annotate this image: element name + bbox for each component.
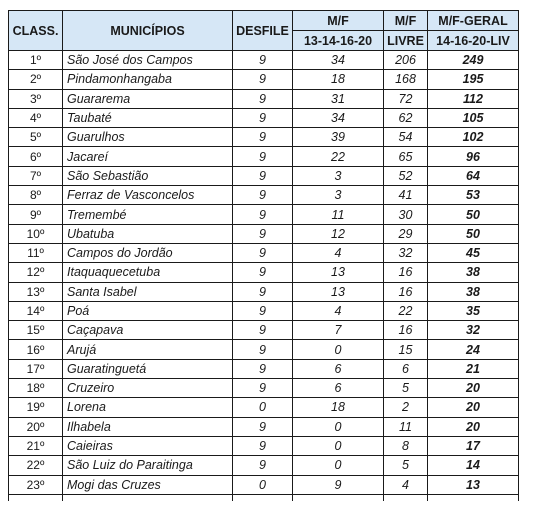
cell-mf: 0 [293, 436, 384, 455]
cell-total: 20 [428, 398, 519, 417]
cell-position: 2º [9, 70, 63, 89]
header-mf-ages: 13-14-16-20 [293, 31, 384, 51]
table-row [9, 89, 519, 108]
cell-total: 50 [428, 224, 519, 243]
cell-position: 4º [9, 108, 63, 127]
cell-mf: 3 [293, 186, 384, 205]
cell-livre: 4 [384, 475, 428, 494]
cell-livre: 65 [384, 147, 428, 166]
header-mf: M/F [293, 11, 384, 31]
cell-livre: 22 [384, 301, 428, 320]
cell-desfile: 9 [233, 51, 293, 70]
cell-desfile: 9 [233, 456, 293, 475]
cell-position: 11º [9, 243, 63, 262]
table-row [9, 436, 519, 455]
cell-total: 13 [428, 475, 519, 494]
table-row [9, 166, 519, 185]
cell-municipio: Caçapava [63, 321, 233, 340]
cell-municipio: Arujá [63, 340, 233, 359]
cell-mf: 6 [293, 359, 384, 378]
cell-municipio: Guararema [63, 89, 233, 108]
cell-mf: 0 [293, 340, 384, 359]
cell-mf: 13 [293, 282, 384, 301]
cell-position: 16º [9, 340, 63, 359]
cell-desfile: 9 [233, 89, 293, 108]
cell-desfile: 9 [233, 417, 293, 436]
table-row [9, 224, 519, 243]
cell-livre: 11 [384, 417, 428, 436]
cell-position: 7º [9, 166, 63, 185]
cell-position: 3º [9, 89, 63, 108]
cell-total: 32 [428, 321, 519, 340]
table-row [9, 147, 519, 166]
cell-position: 18º [9, 379, 63, 398]
table-row [9, 108, 519, 127]
cell-position: 22º [9, 456, 63, 475]
cell-total: 50 [428, 205, 519, 224]
cell-livre: 168 [384, 70, 428, 89]
ranking-table [8, 10, 519, 501]
cell-municipio: Ilhabela [63, 417, 233, 436]
cell-mf: 0 [293, 456, 384, 475]
cell-position: 17º [9, 359, 63, 378]
cell-municipio: Jacareí [63, 147, 233, 166]
cell-desfile: 9 [233, 147, 293, 166]
cell-mf: 18 [293, 398, 384, 417]
cell-partial [233, 494, 293, 501]
cell-position: 19º [9, 398, 63, 417]
cell-desfile: 9 [233, 128, 293, 147]
cell-desfile: 0 [233, 475, 293, 494]
cell-municipio: Campos do Jordão [63, 243, 233, 262]
cell-desfile: 9 [233, 243, 293, 262]
cell-livre: 206 [384, 51, 428, 70]
cell-position: 10º [9, 224, 63, 243]
cell-desfile: 9 [233, 186, 293, 205]
table-row [9, 282, 519, 301]
header-mf-geral: M/F-GERAL [428, 11, 519, 31]
table-row [9, 340, 519, 359]
cell-livre: 62 [384, 108, 428, 127]
cell-mf: 4 [293, 301, 384, 320]
cell-partial [293, 494, 384, 501]
cell-municipio: Tremembé [63, 205, 233, 224]
cell-livre: 15 [384, 340, 428, 359]
cell-desfile: 9 [233, 263, 293, 282]
table-row [9, 379, 519, 398]
cell-desfile: 9 [233, 205, 293, 224]
cell-livre: 29 [384, 224, 428, 243]
cell-livre: 2 [384, 398, 428, 417]
cell-position: 13º [9, 282, 63, 301]
cell-desfile: 9 [233, 224, 293, 243]
cell-livre: 30 [384, 205, 428, 224]
cell-livre: 5 [384, 456, 428, 475]
cell-total: 112 [428, 89, 519, 108]
table-row [9, 70, 519, 89]
header-livre: LIVRE [384, 31, 428, 51]
table-row [9, 186, 519, 205]
cell-municipio: Mogi das Cruzes [63, 475, 233, 494]
cell-municipio: Ubatuba [63, 224, 233, 243]
cell-desfile: 9 [233, 70, 293, 89]
cell-livre: 41 [384, 186, 428, 205]
cell-municipio: Lorena [63, 398, 233, 417]
cell-total: 102 [428, 128, 519, 147]
cell-total: 17 [428, 436, 519, 455]
cell-total: 35 [428, 301, 519, 320]
cell-mf: 9 [293, 475, 384, 494]
header-desfile: DESFILE [233, 11, 293, 51]
cell-municipio: Caieiras [63, 436, 233, 455]
cell-position: 8º [9, 186, 63, 205]
cell-position: 9º [9, 205, 63, 224]
cell-total: 24 [428, 340, 519, 359]
cell-municipio: São Luiz do Paraitinga [63, 456, 233, 475]
cell-municipio: São José dos Campos [63, 51, 233, 70]
cell-mf: 18 [293, 70, 384, 89]
cell-municipio: Cruzeiro [63, 379, 233, 398]
cell-mf: 13 [293, 263, 384, 282]
cell-position: 15º [9, 321, 63, 340]
cell-total: 38 [428, 263, 519, 282]
cell-municipio: Guaratinguetá [63, 359, 233, 378]
cell-desfile: 9 [233, 301, 293, 320]
table-row [9, 475, 519, 494]
cell-mf: 12 [293, 224, 384, 243]
cell-livre: 52 [384, 166, 428, 185]
cell-total: 249 [428, 51, 519, 70]
cell-total: 64 [428, 166, 519, 185]
cell-desfile: 9 [233, 359, 293, 378]
table-row [9, 51, 519, 70]
cell-partial [428, 494, 519, 501]
cell-mf: 0 [293, 417, 384, 436]
cell-partial [384, 494, 428, 501]
table-row [9, 263, 519, 282]
cell-municipio: Guarulhos [63, 128, 233, 147]
cell-desfile: 9 [233, 340, 293, 359]
cell-mf: 11 [293, 205, 384, 224]
cell-total: 21 [428, 359, 519, 378]
cell-position: 21º [9, 436, 63, 455]
cell-desfile: 9 [233, 166, 293, 185]
cell-position: 5º [9, 128, 63, 147]
cell-livre: 16 [384, 282, 428, 301]
cell-mf: 4 [293, 243, 384, 262]
header-mf-livre: M/F [384, 11, 428, 31]
cell-position: 20º [9, 417, 63, 436]
cell-livre: 5 [384, 379, 428, 398]
cell-desfile: 9 [233, 321, 293, 340]
cell-total: 105 [428, 108, 519, 127]
header-class: CLASS. [9, 11, 63, 51]
cell-position: 6º [9, 147, 63, 166]
cell-desfile: 9 [233, 436, 293, 455]
cell-municipio: São Sebastião [63, 166, 233, 185]
cell-municipio: Poá [63, 301, 233, 320]
cell-total: 96 [428, 147, 519, 166]
table-row-partial [9, 494, 519, 501]
cell-total: 20 [428, 379, 519, 398]
cell-mf: 34 [293, 108, 384, 127]
cell-desfile: 9 [233, 282, 293, 301]
cell-desfile: 9 [233, 379, 293, 398]
table-row [9, 398, 519, 417]
cell-mf: 39 [293, 128, 384, 147]
cell-livre: 6 [384, 359, 428, 378]
cell-position: 12º [9, 263, 63, 282]
cell-municipio: Taubaté [63, 108, 233, 127]
cell-livre: 72 [384, 89, 428, 108]
cell-partial [9, 494, 63, 501]
cell-mf: 31 [293, 89, 384, 108]
cell-desfile: 9 [233, 108, 293, 127]
cell-total: 53 [428, 186, 519, 205]
table-row [9, 321, 519, 340]
cell-total: 195 [428, 70, 519, 89]
cell-livre: 16 [384, 321, 428, 340]
table-row [9, 301, 519, 320]
cell-total: 20 [428, 417, 519, 436]
cell-desfile: 0 [233, 398, 293, 417]
cell-livre: 54 [384, 128, 428, 147]
cell-livre: 32 [384, 243, 428, 262]
table-row [9, 128, 519, 147]
cell-total: 14 [428, 456, 519, 475]
cell-municipio: Itaquaquecetuba [63, 263, 233, 282]
cell-mf: 7 [293, 321, 384, 340]
table-row [9, 205, 519, 224]
table-row [9, 417, 519, 436]
cell-mf: 6 [293, 379, 384, 398]
cell-position: 14º [9, 301, 63, 320]
cell-position: 23º [9, 475, 63, 494]
cell-mf: 22 [293, 147, 384, 166]
cell-partial [63, 494, 233, 501]
table-row [9, 456, 519, 475]
cell-mf: 34 [293, 51, 384, 70]
cell-municipio: Ferraz de Vasconcelos [63, 186, 233, 205]
cell-total: 45 [428, 243, 519, 262]
header-municipios: MUNICÍPIOS [63, 11, 233, 51]
cell-livre: 16 [384, 263, 428, 282]
cell-municipio: Santa Isabel [63, 282, 233, 301]
cell-position: 1º [9, 51, 63, 70]
table-row [9, 359, 519, 378]
cell-municipio: Pindamonhangaba [63, 70, 233, 89]
cell-livre: 8 [384, 436, 428, 455]
table-row [9, 243, 519, 262]
header-geral-ages: 14-16-20-LIV [428, 31, 519, 51]
cell-total: 38 [428, 282, 519, 301]
cell-mf: 3 [293, 166, 384, 185]
